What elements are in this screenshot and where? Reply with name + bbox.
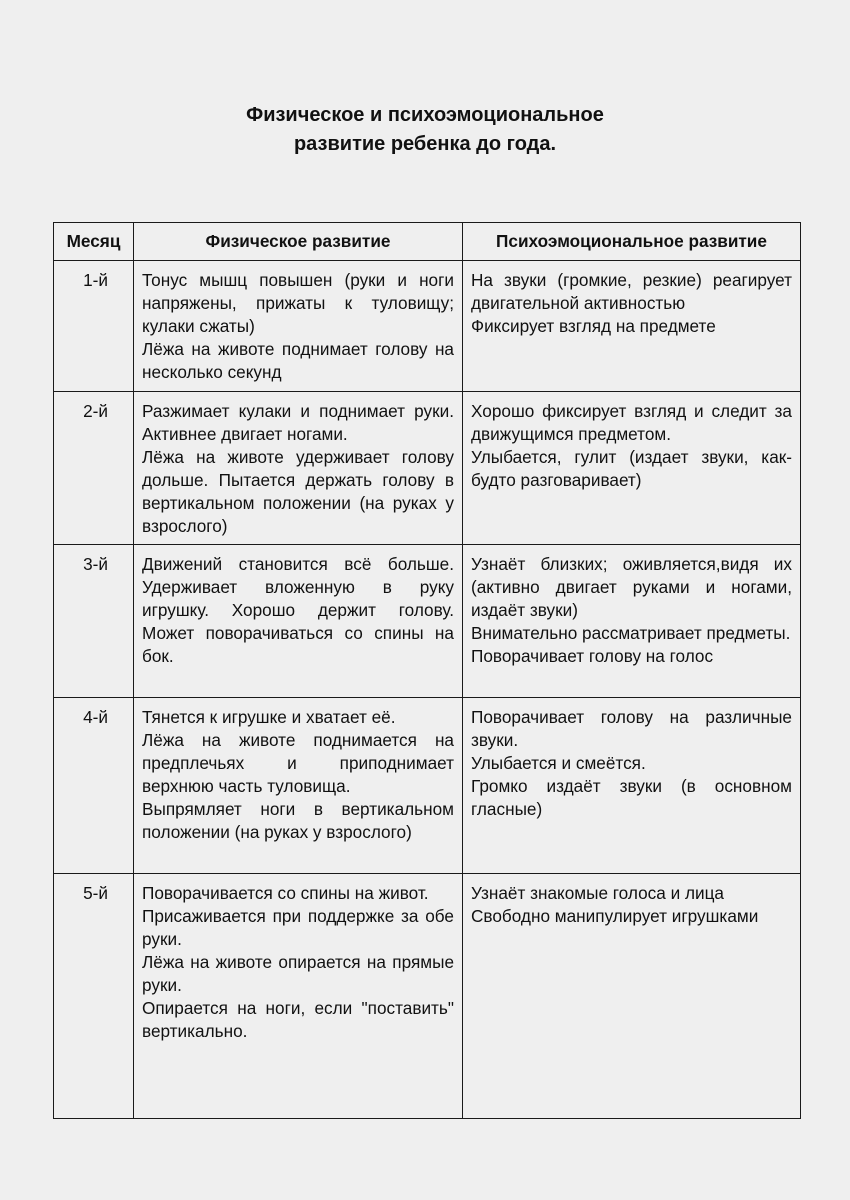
table-row [54,874,801,1119]
psycho-item: Улыбается и смеётся. [471,753,646,773]
month-cell: 3-й [54,545,134,698]
psycho-cell [463,698,801,874]
month-cell: 4-й [54,698,134,874]
physical-item: Тянется к игрушке и хватает её. [142,707,396,727]
physical-item: Движений становится всё больше. Удерживает вложенную в руку игрушку. Хорошо держит голову. Может поворачиваться со спины на бок. [142,554,454,666]
physical-item: Присаживается при поддержке за обе руки. [142,906,454,949]
table-row [54,545,801,698]
development-table [53,222,801,1119]
psycho-item: Узнаёт знакомые голоса и лица [471,883,724,903]
physical-item: Тонус мышц повышен (руки и ноги напряжены, прижаты к туловищу; кулаки сжаты) [142,270,454,336]
psycho-cell [463,545,801,698]
table-row [54,698,801,874]
psycho-item: Улыбается, гулит (издает звуки, как-будто разговаривает) [471,447,792,490]
table-row [54,261,801,392]
month-cell: 1-й [54,261,134,392]
physical-item: Поворачивается со спины на живот. [142,883,429,903]
physical-item: Лёжа на животе поднимается на предплечьях и приподнимает верхнюю часть туловища. [142,730,454,796]
table-row [54,392,801,545]
physical-item: Выпрямляет ноги в вертикальном положении (на руках у взрослого) [142,799,454,842]
physical-item: Разжимает кулаки и поднимает руки. Активнее двигает ногами. [142,401,454,444]
psycho-item: Поворачивает голову на голос [471,646,714,666]
psycho-cell [463,392,801,545]
table-header-row [54,223,801,261]
physical-cell [134,874,463,1119]
psycho-item: На звуки (громкие, резкие) реагирует двигательной активностью [471,270,792,313]
psycho-item: Узнаёт близких; оживляется,видя их (активно двигает руками и ногами, издаёт звуки) [471,554,792,620]
physical-cell [134,545,463,698]
physical-item: Лёжа на животе поднимает голову на несколько секунд [142,339,454,382]
physical-cell [134,261,463,392]
psycho-item: Свободно манипулирует игрушками [471,906,759,926]
physical-item: Лёжа на животе опирается на прямые руки. [142,952,454,995]
physical-cell [134,392,463,545]
header-psycho: Психоэмоциональное развитие [463,223,801,261]
page-title-line-1: Физическое и психоэмоциональное [246,104,604,126]
physical-cell [134,698,463,874]
page-title-line-2: развитие ребенка до года. [293,133,557,155]
month-cell: 2-й [54,392,134,545]
header-month: Месяц [54,223,134,261]
header-physical: Физическое развитие [134,223,463,261]
page-title [0,101,850,159]
physical-item: Опирается на ноги, если "поставить" вертикально. [142,998,454,1041]
psycho-item: Фиксирует взгляд на предмете [471,316,716,336]
psycho-item: Внимательно рассматривает предметы. [471,623,791,643]
psycho-cell [463,874,801,1119]
psycho-cell [463,261,801,392]
month-cell: 5-й [54,874,134,1119]
psycho-item: Хорошо фиксирует взгляд и следит за движущимся предметом. [471,401,792,444]
psycho-item: Поворачивает голову на различные звуки. [471,707,792,750]
psycho-item: Громко издаёт звуки (в основном гласные) [471,776,792,819]
physical-item: Лёжа на животе удерживает голову дольше. Пытается держать голову в вертикальном положении (на руках у взрослого) [142,447,454,536]
